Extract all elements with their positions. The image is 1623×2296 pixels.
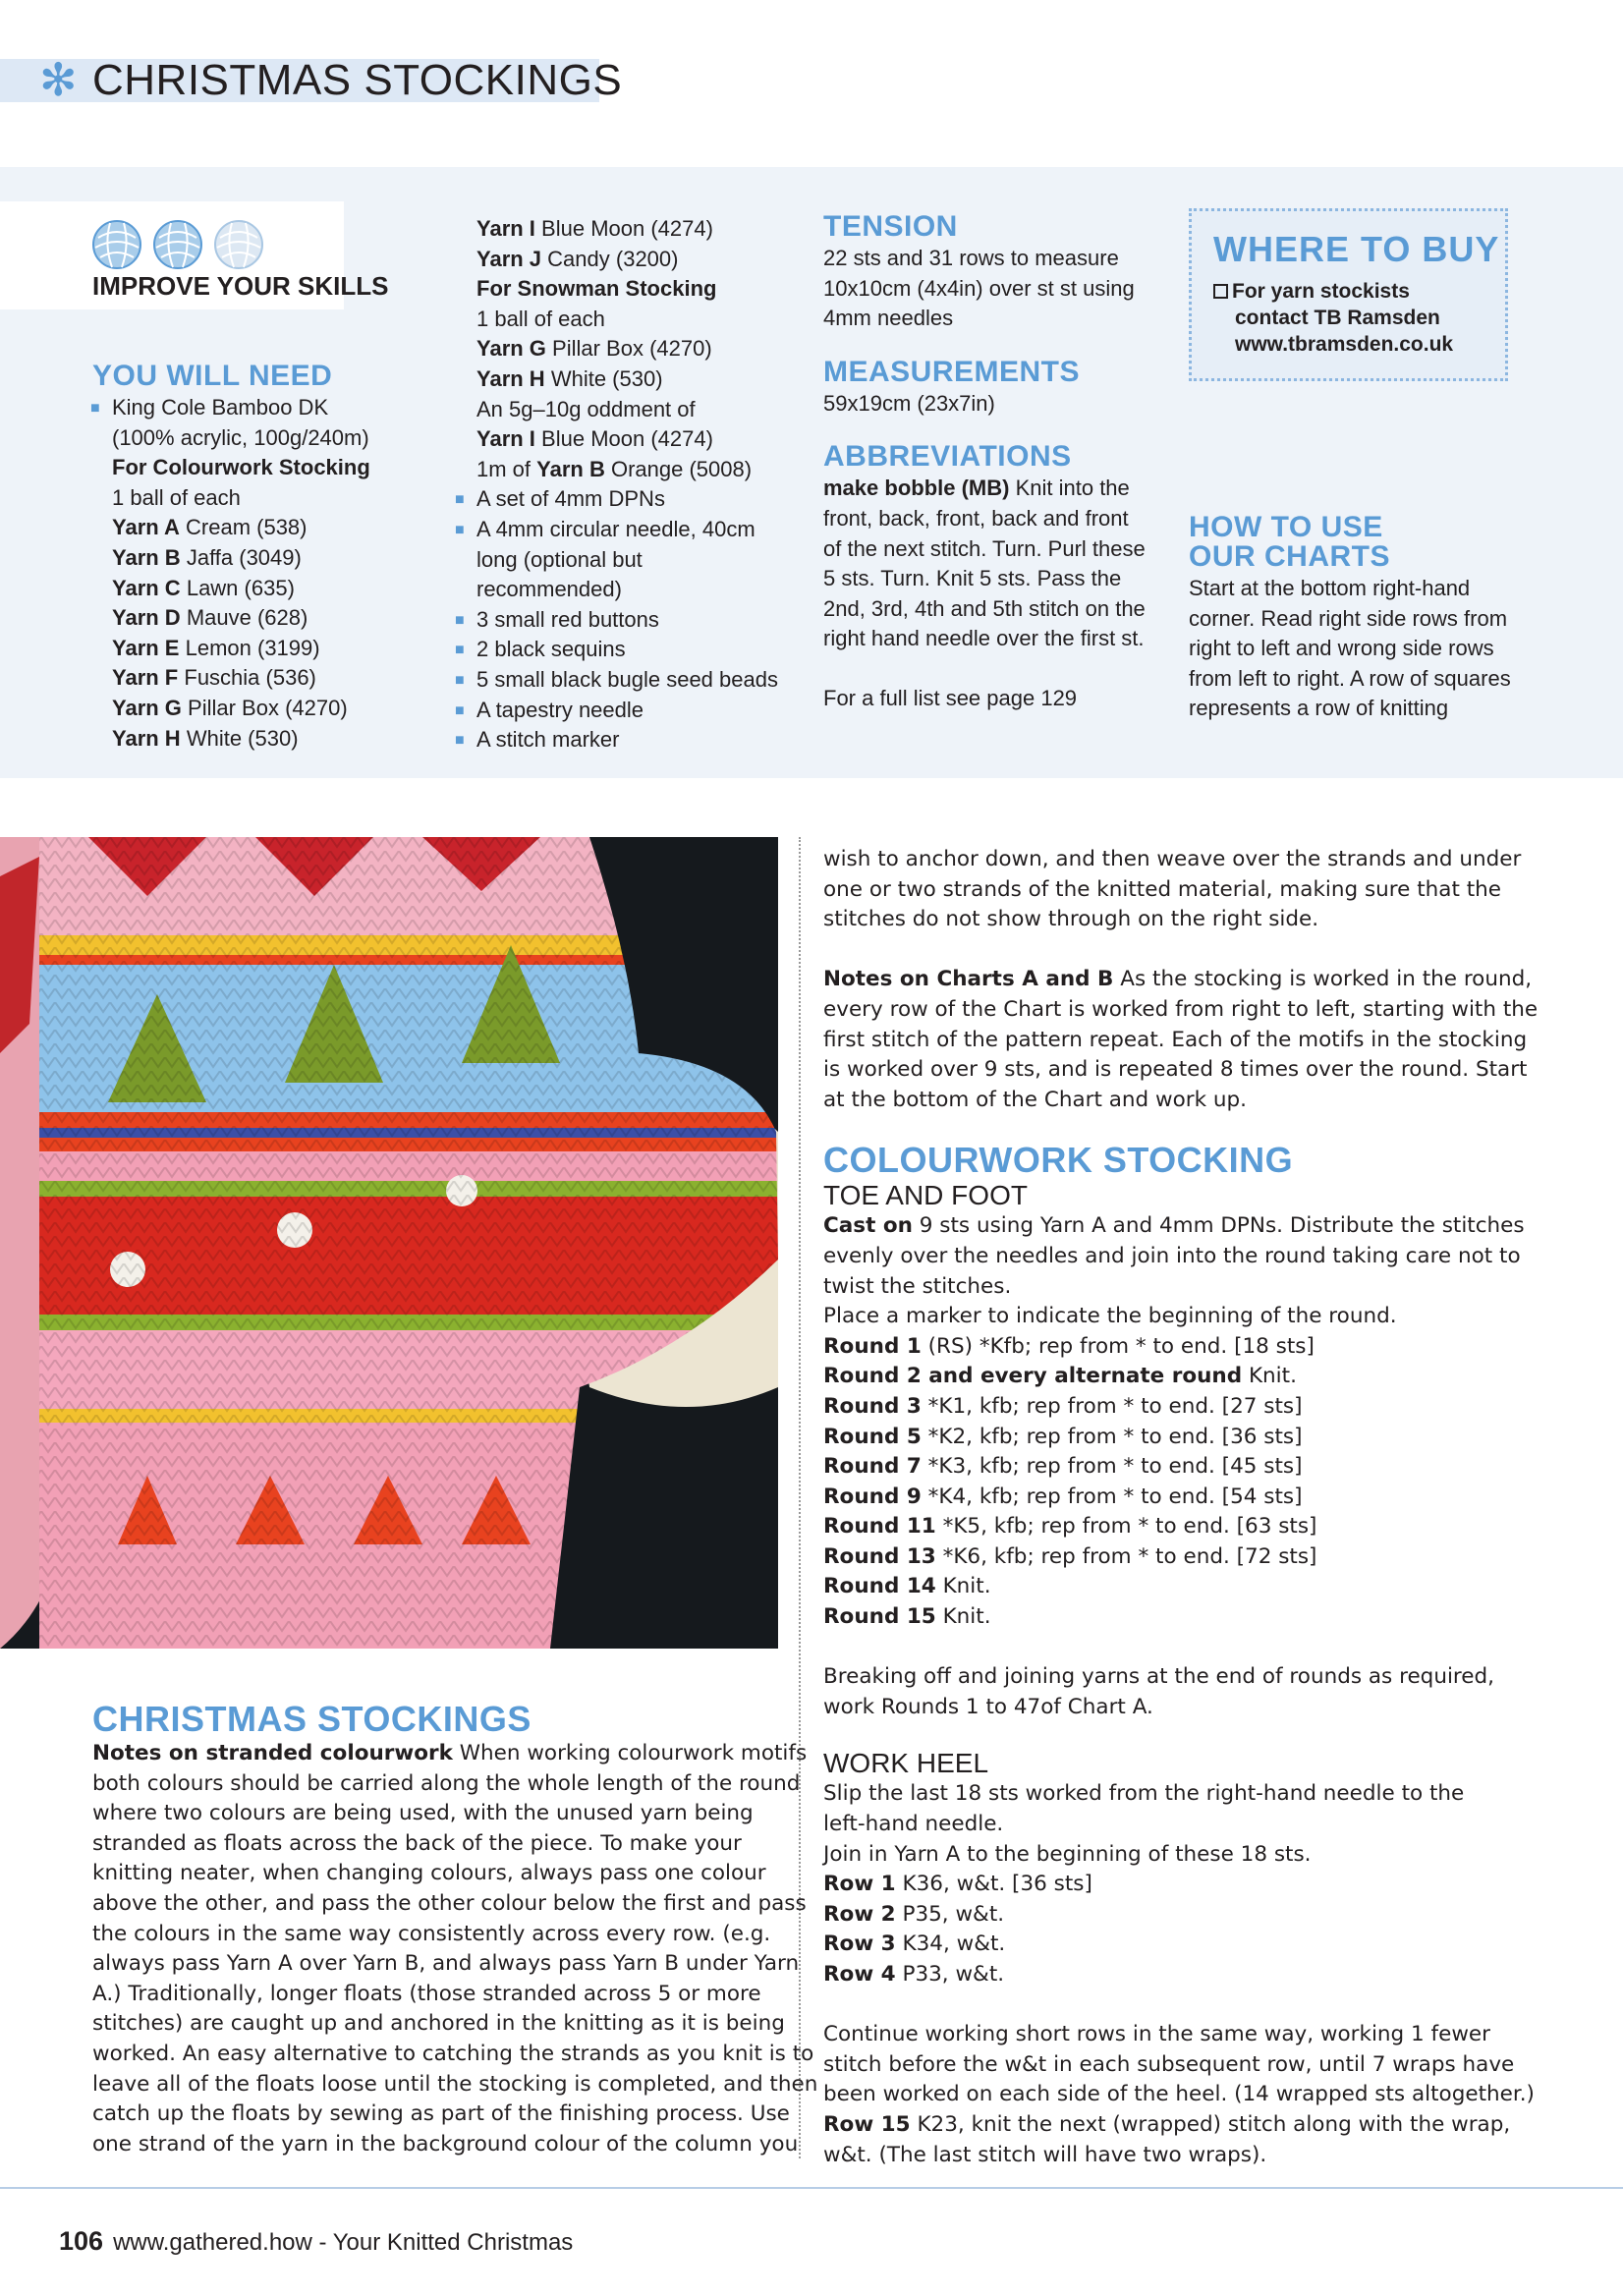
round-label: Round 13 (823, 1543, 936, 1569)
list-item: ■ A set of 4mm DPNs (476, 484, 778, 515)
row-label: Row 15 (823, 2111, 911, 2137)
yarn-label: Yarn B (112, 544, 181, 570)
paragraph-line: first stitch of the pattern repeat. Each of the motifs in the stocking (823, 1027, 1528, 1052)
abbreviations-heading: ABBREVIATIONS (823, 440, 1072, 474)
step-label: Cast on (823, 1213, 913, 1239)
yarn-colour: White (530) (550, 365, 663, 391)
row-label: Row 1 (823, 1872, 896, 1897)
list-item: An 5g–10g oddment of (476, 396, 696, 421)
round-text: *K1, kfb; rep from * to end. [27 sts] (927, 1393, 1303, 1419)
where-to-buy-box (1189, 208, 1508, 381)
paragraph-line: twist the stitches. (823, 1273, 1012, 1299)
yarn-label: Yarn D (112, 605, 181, 631)
paragraph-line: Slip the last 18 sts worked from the right-hand needle to the (823, 1781, 1465, 1807)
knitted-stocking-illustration (0, 837, 778, 1649)
paragraph-line: stranded as floats across the back of the piece. To make your (92, 1830, 742, 1856)
yarn-label: Yarn I (476, 426, 535, 452)
yarn-label: Yarn G (476, 336, 546, 362)
paragraph-line: both colours should be carried along the whole length of the round (92, 1770, 801, 1796)
yarn-colour: Mauve (628) (186, 605, 308, 631)
list-item: 1 ball of each (476, 306, 605, 331)
row-label: Row 3 (823, 1932, 896, 1957)
list-item: ■ A stitch marker (476, 725, 778, 756)
notes-label: Notes on Charts A and B (823, 967, 1114, 992)
paragraph-line: stitches) are caught up and anchored in the knitting as it is being (92, 2011, 785, 2037)
yarn-colour: Pillar Box (4270) (188, 695, 348, 720)
paragraph-line: at the bottom of the Chart and work up. (823, 1087, 1247, 1112)
stockist-link[interactable]: www.tbramsden.co.uk (1235, 333, 1454, 356)
round-label: Round 11 (823, 1514, 936, 1540)
paragraph-line: evenly over the needles and join into the round taking care not to (823, 1243, 1521, 1268)
measurements-heading: MEASUREMENTS (823, 355, 1081, 388)
paragraph-line: Breaking off and joining yarns at the end of rounds as required, (823, 1664, 1495, 1690)
subheading: For Colourwork Stocking (112, 455, 370, 480)
list-item: recommended) (476, 577, 622, 602)
how-to-use-text: right to left and wrong side rows (1189, 636, 1494, 661)
skills-label: IMPROVE YOUR SKILLS (92, 271, 389, 301)
yarn-label: Yarn J (476, 246, 542, 271)
yarn-colour: Lemon (3199) (185, 635, 320, 660)
paragraph-line: wish to anchor down, and then weave over the strands and under (823, 847, 1522, 871)
stockist-line: For yarn stockists (1232, 280, 1410, 303)
abbreviation-text: 2nd, 3rd, 4th and 5th stitch on the (823, 595, 1146, 621)
yarn-colour: Fuschia (536) (184, 665, 316, 691)
row-label: Row 2 (823, 1901, 896, 1927)
abbreviation-text: 5 sts. Turn. Knit 5 sts. Pass the (823, 566, 1122, 591)
yarn-colour: Blue Moon (4274) (541, 216, 713, 241)
footer (59, 2226, 573, 2257)
page-number: 106 (59, 2226, 104, 2256)
article-heading: CHRISTMAS STOCKINGS (92, 1699, 532, 1739)
how-to-use-heading: HOW TO USE (1189, 511, 1383, 543)
stockist-line: contact TB Ramsden (1235, 307, 1440, 329)
yarn-label: Yarn H (112, 725, 181, 751)
list-item: ■ 2 black sequins (476, 635, 778, 665)
yarn-label: Yarn G (112, 695, 182, 720)
list-item: ■ 3 small red buttons (476, 605, 778, 636)
round-label: Round 14 (823, 1574, 936, 1599)
round-text: *K5, kfb; rep from * to end. [63 sts] (942, 1514, 1317, 1540)
round-text: (RS) *Kfb; rep from * to end. [18 sts] (927, 1333, 1315, 1359)
round-label: Round 5 (823, 1424, 922, 1449)
list-item: (100% acrylic, 100g/240m) (112, 424, 369, 450)
subheading: For Snowman Stocking (476, 276, 717, 302)
list-item: ■ A 4mm circular needle, 40cm (476, 515, 778, 545)
paragraph-line: every row of the Chart is worked from right to left, starting with the (823, 996, 1539, 1022)
row-text: P33, w&t. (902, 1962, 1005, 1987)
round-text: Knit. (942, 1574, 991, 1599)
round-text: *K3, kfb; rep from * to end. [45 sts] (927, 1454, 1303, 1480)
paragraph-line: Join in Yarn A to the beginning of these 18 sts. (823, 1841, 1312, 1867)
yarn-colour: Pillar Box (4270) (552, 336, 712, 362)
toe-foot-heading: TOE AND FOOT (823, 1180, 1028, 1211)
abbreviation-text: front, back, front, back and front (823, 505, 1129, 531)
list-item: 1m of (476, 456, 532, 481)
yarn-colour: Blue Moon (4274) (541, 426, 713, 452)
checkbox-icon (1213, 284, 1228, 299)
snowflake-icon: ✻ (39, 53, 78, 106)
yarn-colour: Candy (3200) (547, 246, 679, 271)
round-text: Knit. (942, 1604, 991, 1630)
paragraph-line: When working colourwork motifs (459, 1741, 808, 1765)
list-item: ■ King Cole Bamboo DK (112, 393, 370, 423)
paragraph-line: leave all of the floats loose until the stocking is completed, and then (92, 2071, 818, 2097)
paragraph-line: worked. An easy alternative to catching the strands as you knit is to (92, 2041, 814, 2066)
paragraph-line: stitches do not show through on the right side. (823, 907, 1319, 932)
tension-text: 22 sts and 31 rows to measure (823, 246, 1119, 270)
paragraph-line: As the stocking is worked in the round, (1120, 967, 1533, 992)
list-item: ■ 5 small black bugle seed beads (476, 665, 778, 696)
where-to-buy-heading: WHERE TO BUY (1213, 229, 1500, 269)
row-text: K34, w&t. (902, 1932, 1006, 1957)
yarn-balls-icon (90, 218, 287, 271)
paragraph-line: Continue working short rows in the same way, working 1 fewer (823, 2022, 1491, 2047)
round-label: Round 3 (823, 1393, 922, 1419)
round-text: Knit. (1248, 1364, 1297, 1389)
row-text: K23, knit the next (wrapped) stitch along with the wrap, (917, 2111, 1511, 2137)
paragraph-line: is worked over 9 sts, and is repeated 8 times over the round. Start (823, 1057, 1528, 1083)
paragraph-line: 9 sts using Yarn A and 4mm DPNs. Distribute the stitches (919, 1213, 1525, 1239)
yarn-label: Yarn C (112, 575, 181, 600)
round-label: Round 2 and every alternate round (823, 1364, 1243, 1389)
specs-col (823, 210, 1146, 714)
paragraph-line: always pass Yarn A over Yarn B, and always pass Yarn B under Yarn (92, 1951, 800, 1977)
round-label: Round 1 (823, 1333, 922, 1359)
colourwork-heading: COLOURWORK STOCKING (823, 1140, 1294, 1181)
row-text: K36, w&t. [36 sts] (902, 1872, 1092, 1897)
yarn-colour: Lawn (635) (186, 575, 295, 600)
right-article (823, 845, 1538, 2170)
yarn-label: Yarn I (476, 216, 535, 241)
tension-text: 10x10cm (4x4in) over st st using (823, 275, 1135, 301)
paragraph-line: the colours in the same way consistently across every row. (e.g. (92, 1921, 771, 1946)
footer-rule (0, 2187, 1623, 2189)
paragraph-line: work Rounds 1 to 47of Chart A. (823, 1694, 1153, 1719)
yarn-label: Yarn H (476, 365, 545, 391)
footer-text: www.gathered.how - Your Knitted Christmas (113, 2229, 574, 2256)
abbreviation-text: of the next stitch. Turn. Purl these (823, 535, 1146, 561)
measurements-value: 59x19cm (23x7in) (823, 390, 995, 416)
how-to-use-text: represents a row of knitting (1189, 696, 1449, 721)
round-text: *K2, kfb; rep from * to end. [36 sts] (927, 1424, 1303, 1449)
round-text: *K4, kfb; rep from * to end. [54 sts] (927, 1484, 1303, 1509)
yarn-colour: Cream (538) (186, 515, 308, 540)
round-label: Round 15 (823, 1604, 936, 1630)
you-will-need-heading: YOU WILL NEED (92, 360, 333, 392)
you-will-need-col1 (92, 360, 370, 754)
yarn-colour: Orange (5008) (610, 456, 753, 481)
yarn-colour: White (530) (186, 725, 299, 751)
how-to-use-text: from left to right. A row of squares (1189, 665, 1511, 691)
left-article (92, 1700, 817, 2159)
abbreviation-text: Knit into the (1015, 476, 1130, 501)
paragraph-line: one or two strands of the knitted material, making sure that the (823, 876, 1502, 902)
work-heel-heading: WORK HEEL (823, 1748, 989, 1779)
you-will-need-col2 (476, 214, 778, 756)
where-to-buy-text (1213, 278, 1453, 358)
paragraph-line: been worked on each side of the heel. (14 wrapped sts altogether.) (823, 2082, 1535, 2107)
stocking-photo (0, 837, 778, 1649)
list-item: long (optional but (476, 546, 643, 572)
page-title: CHRISTMAS STOCKINGS (92, 56, 623, 104)
notes-label: Notes on stranded colourwork (92, 1741, 453, 1765)
yarn-label: Yarn E (112, 635, 180, 660)
paragraph-line: knitting neater, when changing colours, always pass one colour (92, 1861, 766, 1886)
list-item: 1 ball of each (112, 484, 241, 510)
how-to-use-heading-2: OUR CHARTS (1189, 540, 1390, 573)
paragraph-line: above the other, and pass the other colour below the first and pass (92, 1890, 807, 1916)
round-text: *K6, kfb; rep from * to end. [72 sts] (942, 1543, 1317, 1569)
yarn-label: Yarn B (536, 456, 605, 481)
paragraph-line: A.) Traditionally, longer floats (those stranded across 5 or more (92, 1981, 761, 2006)
row-label: Row 4 (823, 1962, 896, 1987)
yarn-colour: Jaffa (3049) (186, 544, 302, 570)
list-item: ■ A tapestry needle (476, 696, 778, 726)
yarn-label: Yarn F (112, 665, 179, 691)
paragraph-line: Place a marker to indicate the beginning of the round. (823, 1304, 1397, 1329)
row-text: P35, w&t. (902, 1901, 1005, 1927)
paragraph-line: one strand of the yarn in the background colour of the column you (92, 2131, 799, 2156)
how-to-use-text: corner. Read right side rows from (1189, 605, 1508, 631)
paragraph-line: where two colours are being used, with the unused yarn being (92, 1801, 754, 1826)
tension-text: 4mm needles (823, 306, 954, 331)
how-to-use-text: Start at the bottom right-hand (1189, 576, 1471, 600)
abbreviation-text: right hand needle over the first st. (823, 626, 1145, 651)
paragraph-line: catch up the floats by sewing as part of the finishing process. Use (92, 2101, 790, 2127)
tension-heading: TENSION (823, 210, 958, 243)
round-label: Round 7 (823, 1454, 922, 1480)
paragraph-line: stitch before the w&t in each subsequent row, until 7 wraps have (823, 2051, 1515, 2077)
paragraph-line: left-hand needle. (823, 1812, 1004, 1837)
round-label: Round 9 (823, 1484, 922, 1509)
paragraph-line: w&t. (The last stitch will have two wraps). (823, 2142, 1267, 2167)
yarn-label: Yarn A (112, 515, 180, 540)
how-to-use-col (1189, 511, 1511, 724)
full-list-note: For a full list see page 129 (823, 685, 1078, 710)
abbreviation-term: make bobble (MB) (823, 476, 1010, 501)
